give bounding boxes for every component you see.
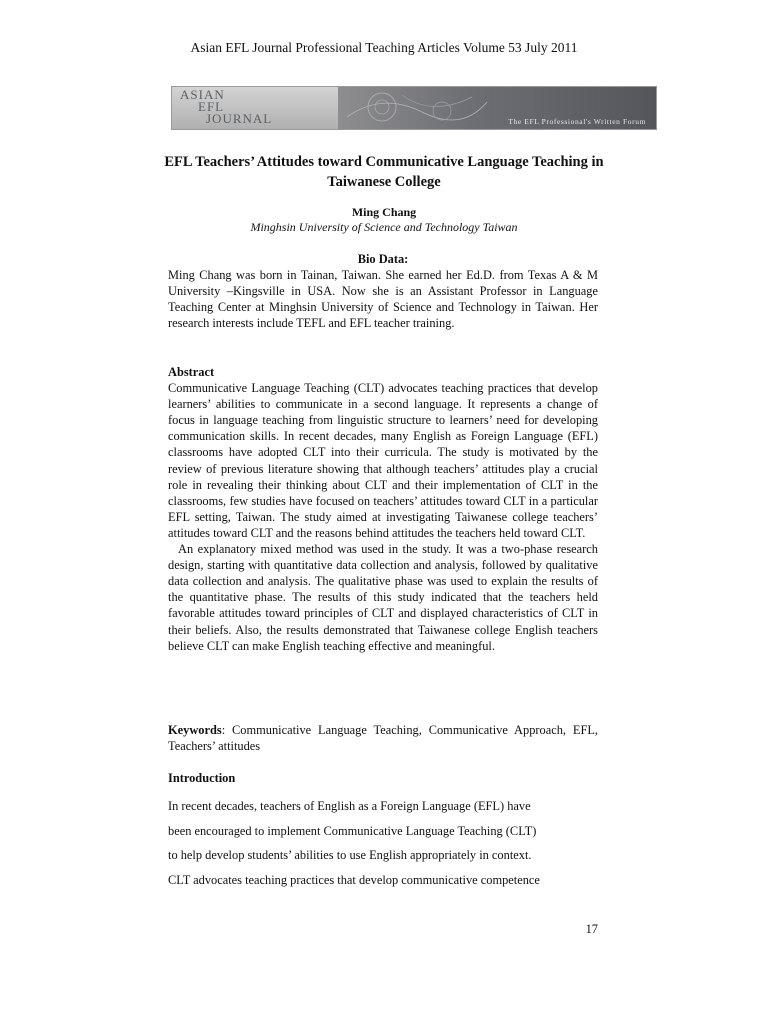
logo-line-1: ASIAN [180,87,225,102]
author-name: Ming Chang [351,205,417,219]
abstract-paragraph-2: An explanatory mixed method was used in the study. It was a two-phase research design, starting with quantitative data collection and analysis, followed by qualitative data collection and analysis. The qualitative phase was used to explain the results of the quantitative phase. The results of this study indicated that the teachers held favorable attitudes toward principles of CLT and displayed characteristics of CLT in their beliefs. Also, the results demonstrated that Taiwanese college English teachers believe CLT can make English teaching effective and meaningful. [168,542,598,653]
journal-banner [171,86,657,130]
banner-tagline: The EFL Professional's Written Forum [508,117,646,126]
logo-line-2: EFL [198,99,225,114]
author-affiliation: Minghsin University of Science and Technology Taiwan [250,220,518,234]
page-number: 17 [585,922,598,936]
journal-logo [172,87,338,129]
banner-ornament-icon [342,87,492,129]
abstract-paragraph-1: Communicative Language Teaching (CLT) advocates teaching practices that develop learners’ abilities to communicate in a second language. It represents a change of focus in language teaching from linguistic structure to learners’ need for developing communication skills. In recent decades, many English as Foreign Language (EFL) classrooms have adopted CLT into their curricula. The study is motivated by the review of previous literature showing that although teachers’ attitudes play a crucial role in revealing their thinking about CLT and their implementation of CLT in the classrooms, few studies have focused on teachers’ attitudes toward CLT in a particular EFL setting, Taiwan. The study aimed at investigating Taiwanese college teachers’ attitudes toward CLT and the reasons behind attitudes the teachers held toward CLT. [168,381,598,540]
article-title: EFL Teachers’ Attitudes toward Communicative Language Teaching in Taiwanese College [164,154,604,190]
keywords-label: Keywords [168,723,222,737]
abstract-heading: Abstract [168,365,215,379]
intro-line: to help develop students’ abilities to use English appropriately in context. [168,848,532,863]
keywords-section [168,722,598,754]
abstract-section [168,364,598,654]
logo-line-3: JOURNAL [206,111,273,126]
introduction-heading-block [168,770,598,786]
intro-line: been encouraged to implement Communicative Language Teaching (CLT) [168,823,537,838]
bio-section [168,251,598,331]
introduction-heading: Introduction [168,771,236,785]
running-head: Asian EFL Journal Professional Teaching Articles Volume 53 July 2011 [190,40,578,55]
intro-line: CLT advocates teaching practices that develop communicative competence [168,872,540,887]
intro-line: In recent decades, teachers of English as a Foreign Language (EFL) have [168,799,531,813]
keywords-text: : Communicative Language Teaching, Communicative Approach, EFL, Teachers’ attitudes [168,723,598,754]
introduction-text [168,794,600,892]
bio-heading: Bio Data: [357,252,409,266]
bio-text: Ming Chang was born in Tainan, Taiwan. She earned her Ed.D. from Texas A & M University –Kingsville in USA. Now she is an Assistant Professor in Language Teaching Center at Minghsin University of Science and Technology in Taiwan. Her research interests include TEFL and EFL teacher training. [168,268,598,331]
